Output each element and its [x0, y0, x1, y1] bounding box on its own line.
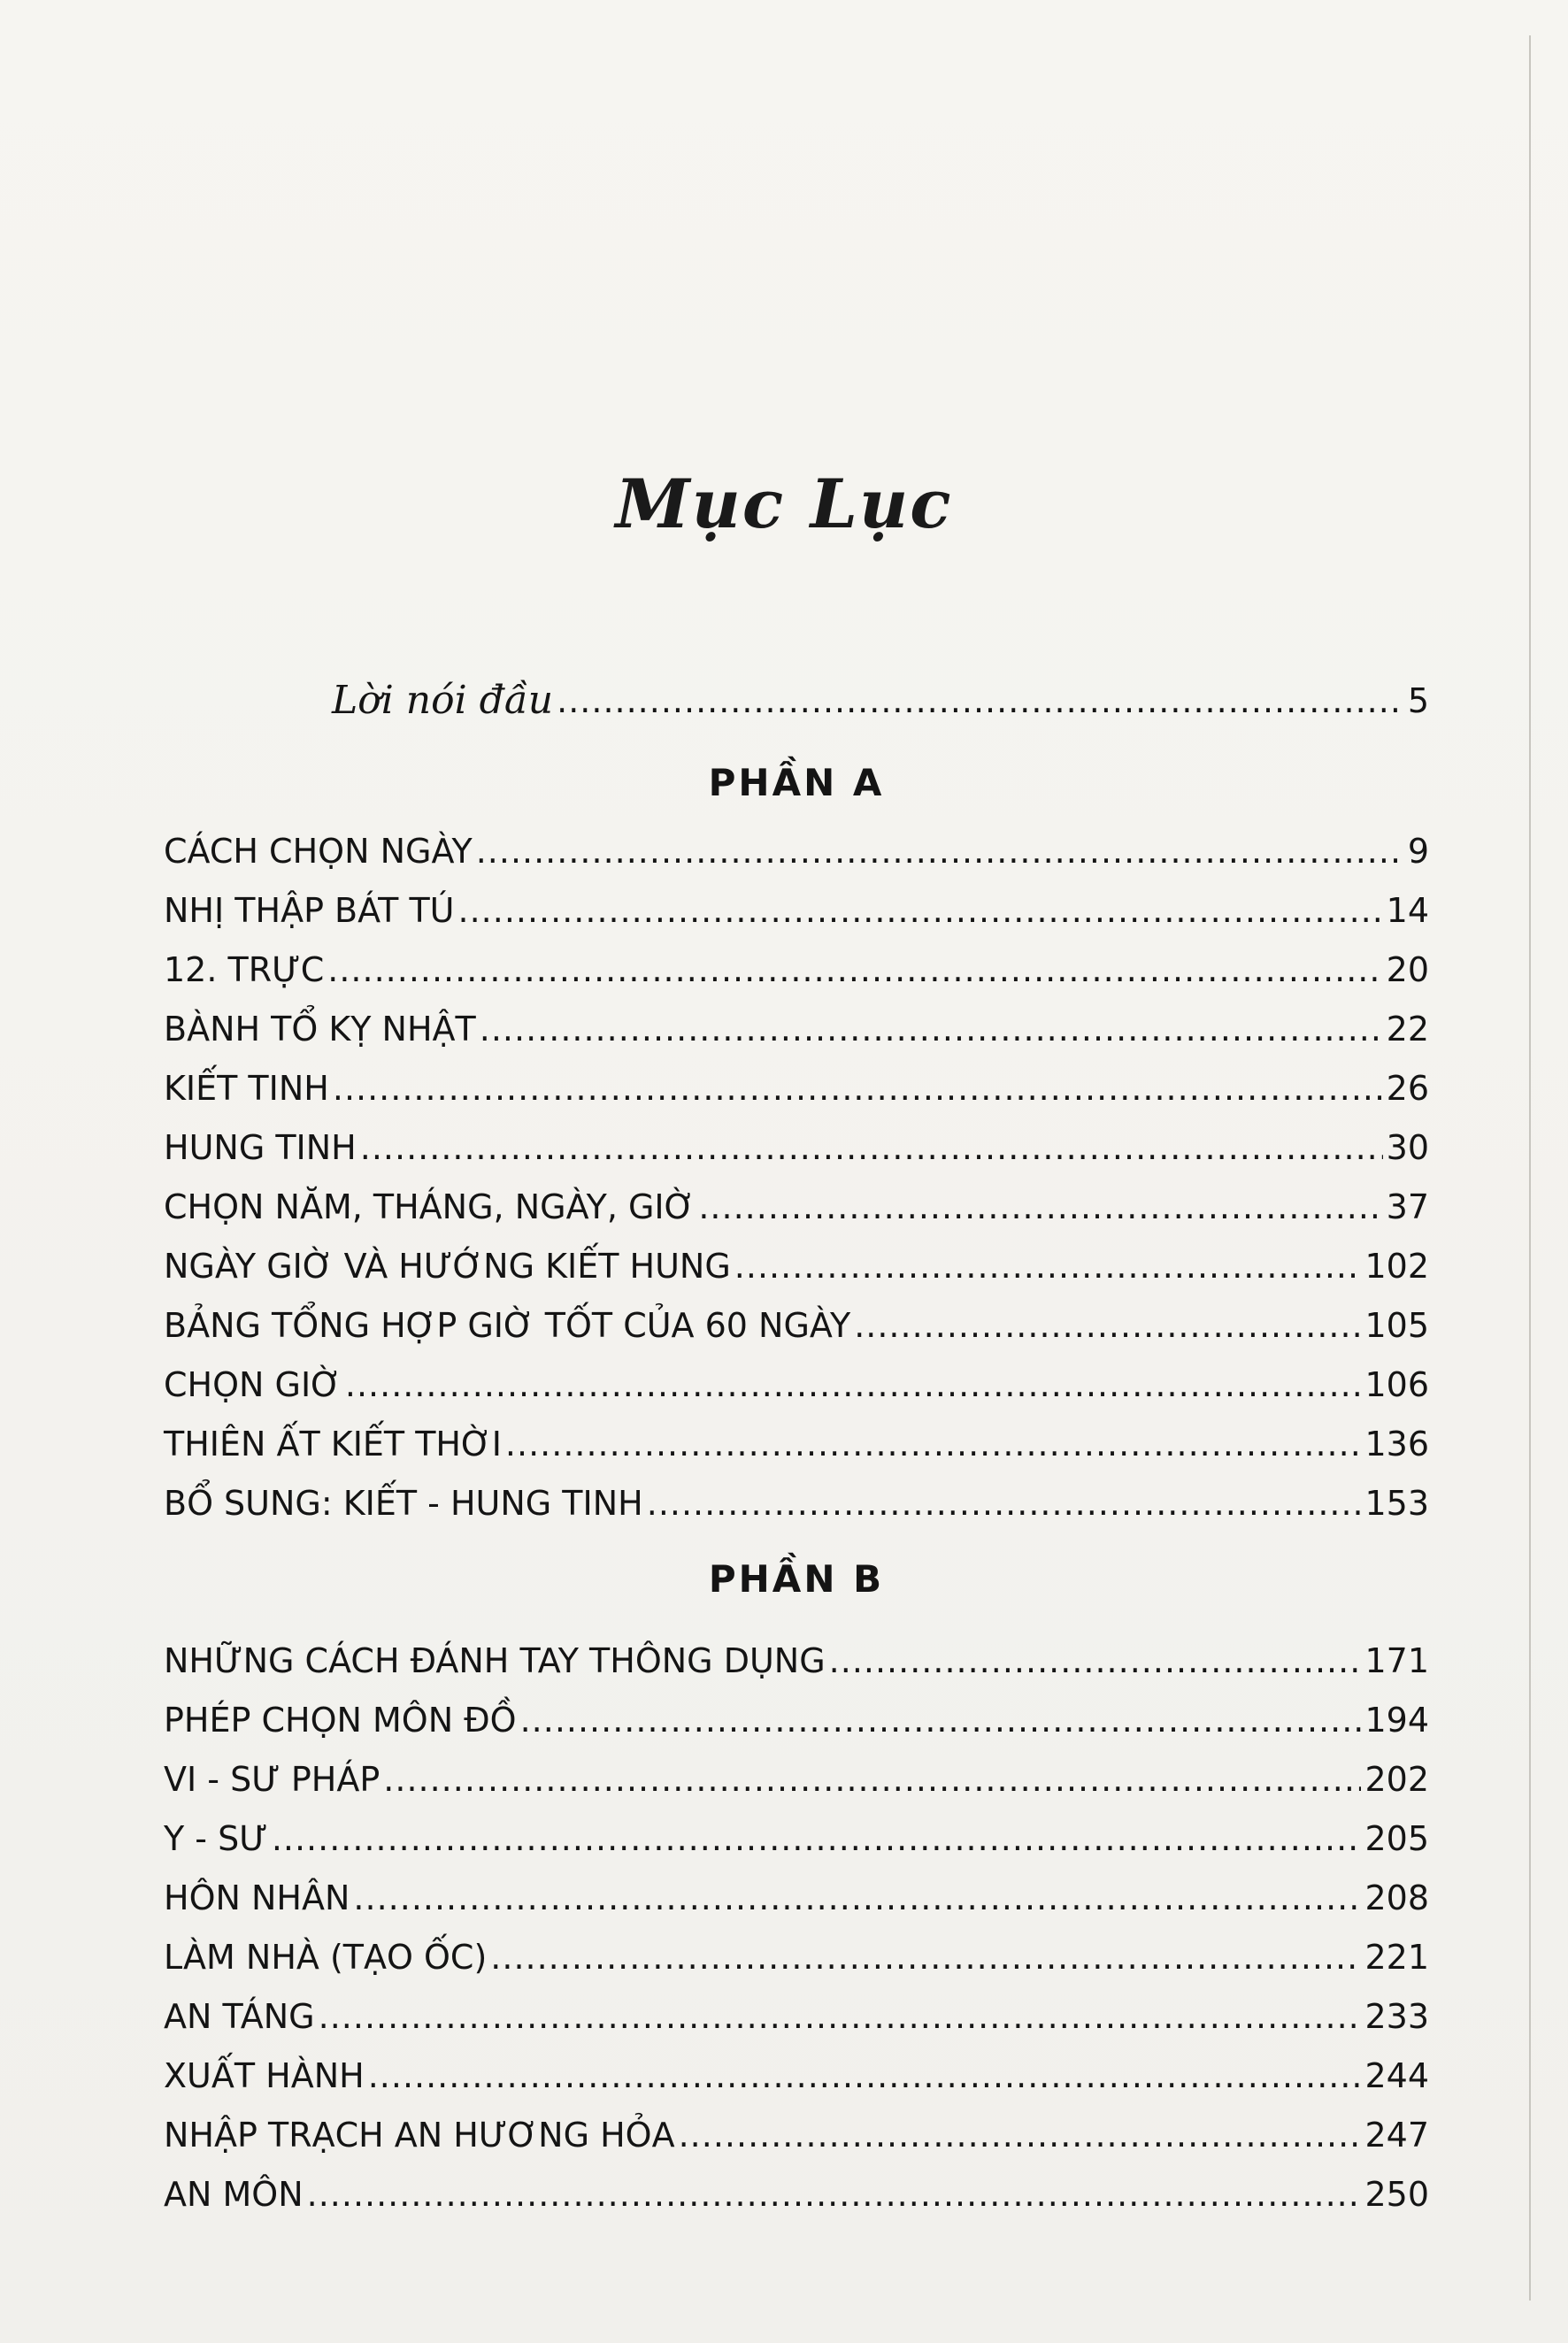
- toc-entry-page: 9: [1407, 832, 1429, 871]
- toc-entry-page: 244: [1364, 2056, 1429, 2095]
- toc-entry-intro[interactable]: [164, 672, 1429, 722]
- toc-entry-label: Y - SƯ: [164, 1819, 268, 1858]
- toc-entry-page: 250: [1364, 2175, 1429, 2214]
- toc-entry-label: PHÉP CHỌN MÔN ĐỒ: [164, 1701, 517, 1740]
- dot-leader: [505, 1423, 1362, 1465]
- dot-leader: [557, 680, 1404, 722]
- dot-leader: [520, 1699, 1362, 1741]
- toc-entry-label: NHẬP TRẠCH AN HƯƠNG HỎA: [164, 2116, 675, 2155]
- toc-entry[interactable]: [164, 1297, 1429, 1347]
- toc-entry-page: 102: [1364, 1247, 1429, 1286]
- dot-leader: [734, 1245, 1362, 1287]
- toc-entry-label: HUNG TINH: [164, 1128, 357, 1167]
- toc-entry[interactable]: [164, 1001, 1429, 1050]
- dot-leader: [345, 1364, 1362, 1406]
- toc-entry-page: 106: [1364, 1365, 1429, 1404]
- toc-entry-label: BÀNH TỔ KỴ NHẬT: [164, 1010, 476, 1049]
- toc-entry-page: 22: [1386, 1010, 1429, 1049]
- toc-entry-label: 12. TRỰC: [164, 950, 325, 989]
- toc-entry[interactable]: [164, 1751, 1429, 1801]
- dot-leader: [647, 1482, 1362, 1525]
- dot-leader: [333, 1067, 1383, 1110]
- toc-entry[interactable]: [164, 1870, 1429, 1919]
- toc-entry-label: HÔN NHÂN: [164, 1878, 350, 1917]
- toc-entry[interactable]: [164, 941, 1429, 991]
- toc-entry-label: NHỊ THẬP BÁT TÚ: [164, 891, 455, 930]
- toc-entry[interactable]: [164, 1632, 1429, 1682]
- toc-entry[interactable]: [164, 1179, 1429, 1228]
- toc-entry-page: 30: [1386, 1128, 1429, 1167]
- dot-leader: [476, 830, 1404, 872]
- toc-entry-label: BỔ SUNG: KIẾT - HUNG TINH: [164, 1484, 643, 1523]
- toc-entry-page: 26: [1386, 1069, 1429, 1108]
- dot-leader: [480, 1008, 1383, 1050]
- toc-entry[interactable]: [164, 2047, 1429, 2097]
- toc-entry[interactable]: [164, 1356, 1429, 1406]
- toc-entry-label: AN MÔN: [164, 2175, 304, 2214]
- dot-leader: [458, 889, 1383, 932]
- toc-entry-label: LÀM NHÀ (TẠO ỐC): [164, 1938, 488, 1977]
- toc-entry-page: 221: [1364, 1938, 1429, 1977]
- dot-leader: [829, 1640, 1362, 1682]
- toc-entry-page: 205: [1364, 1819, 1429, 1858]
- toc-entry-label: CÁCH CHỌN NGÀY: [164, 832, 473, 871]
- dot-leader: [854, 1304, 1361, 1347]
- toc-entry[interactable]: [164, 1692, 1429, 1741]
- toc-entry[interactable]: [164, 1988, 1429, 2038]
- toc-entry-label: NHỮNG CÁCH ĐÁNH TAY THÔNG DỤNG: [164, 1641, 826, 1680]
- toc-entry[interactable]: [164, 1060, 1429, 1110]
- toc-entry[interactable]: [164, 1810, 1429, 1860]
- toc-entry[interactable]: [164, 823, 1429, 872]
- toc-entry[interactable]: [164, 1416, 1429, 1465]
- toc-entry-label: KIẾT TINH: [164, 1069, 329, 1108]
- toc-entry-page: 20: [1386, 950, 1429, 989]
- toc-entry-label: VI - SƯ PHÁP: [164, 1760, 380, 1799]
- toc-entry-page: 202: [1364, 1760, 1429, 1799]
- toc-entry-page: 105: [1364, 1306, 1429, 1345]
- dot-leader: [490, 1936, 1361, 1978]
- toc-entry-label: BẢNG TỔNG HỢP GIỜ TỐT CỦA 60 NGÀY: [164, 1306, 851, 1345]
- toc-entry[interactable]: [164, 2166, 1429, 2216]
- page-title: Mục Lục: [615, 465, 953, 543]
- dot-leader: [307, 2173, 1362, 2216]
- toc-entry[interactable]: [164, 2107, 1429, 2156]
- toc-entry-page: 233: [1364, 1997, 1429, 2036]
- dot-leader: [698, 1186, 1382, 1228]
- part-b-heading: PHẦN B: [708, 1557, 885, 1601]
- toc-entry-label: THIÊN ẤT KIẾT THỜI: [164, 1425, 502, 1463]
- toc-entry-label: XUẤT HÀNH: [164, 2056, 365, 2095]
- toc-entry[interactable]: [164, 1929, 1429, 1978]
- toc-entry-page: 136: [1364, 1425, 1429, 1463]
- dot-leader: [679, 2114, 1362, 2156]
- toc-entry-page: 153: [1364, 1484, 1429, 1523]
- toc-entry-page: 171: [1364, 1641, 1429, 1680]
- dot-leader: [319, 1995, 1362, 2038]
- toc-entry-label: CHỌN NĂM, THÁNG, NGÀY, GIỜ: [164, 1187, 696, 1226]
- toc-entry-label: NGÀY GIỜ VÀ HƯỚNG KIẾT HUNG: [164, 1247, 731, 1286]
- toc-entry-page: 194: [1364, 1701, 1429, 1740]
- toc-entry-label: AN TÁNG: [164, 1997, 315, 2036]
- toc-entry[interactable]: [164, 1475, 1429, 1525]
- toc-entry[interactable]: [164, 1119, 1429, 1169]
- dot-leader: [327, 949, 1382, 991]
- toc-entry-label: Lời nói đầu: [332, 678, 554, 723]
- page-edge-divider: [1529, 35, 1531, 2301]
- toc-entry-page: 208: [1364, 1878, 1429, 1917]
- dot-leader: [383, 1758, 1361, 1801]
- toc-entry[interactable]: [164, 882, 1429, 932]
- toc-entry-page: 5: [1407, 681, 1429, 720]
- toc-entry-page: 247: [1364, 2116, 1429, 2155]
- dot-leader: [360, 1126, 1383, 1169]
- dot-leader: [368, 2055, 1362, 2097]
- toc-entry[interactable]: [164, 1238, 1429, 1287]
- dot-leader: [353, 1877, 1361, 1919]
- toc-entry-page: 37: [1386, 1187, 1429, 1226]
- toc-entry-label: CHỌN GIỜ: [164, 1365, 342, 1404]
- toc-entry-page: 14: [1386, 891, 1429, 930]
- dot-leader: [272, 1817, 1362, 1860]
- part-a-heading: PHẦN A: [708, 761, 885, 804]
